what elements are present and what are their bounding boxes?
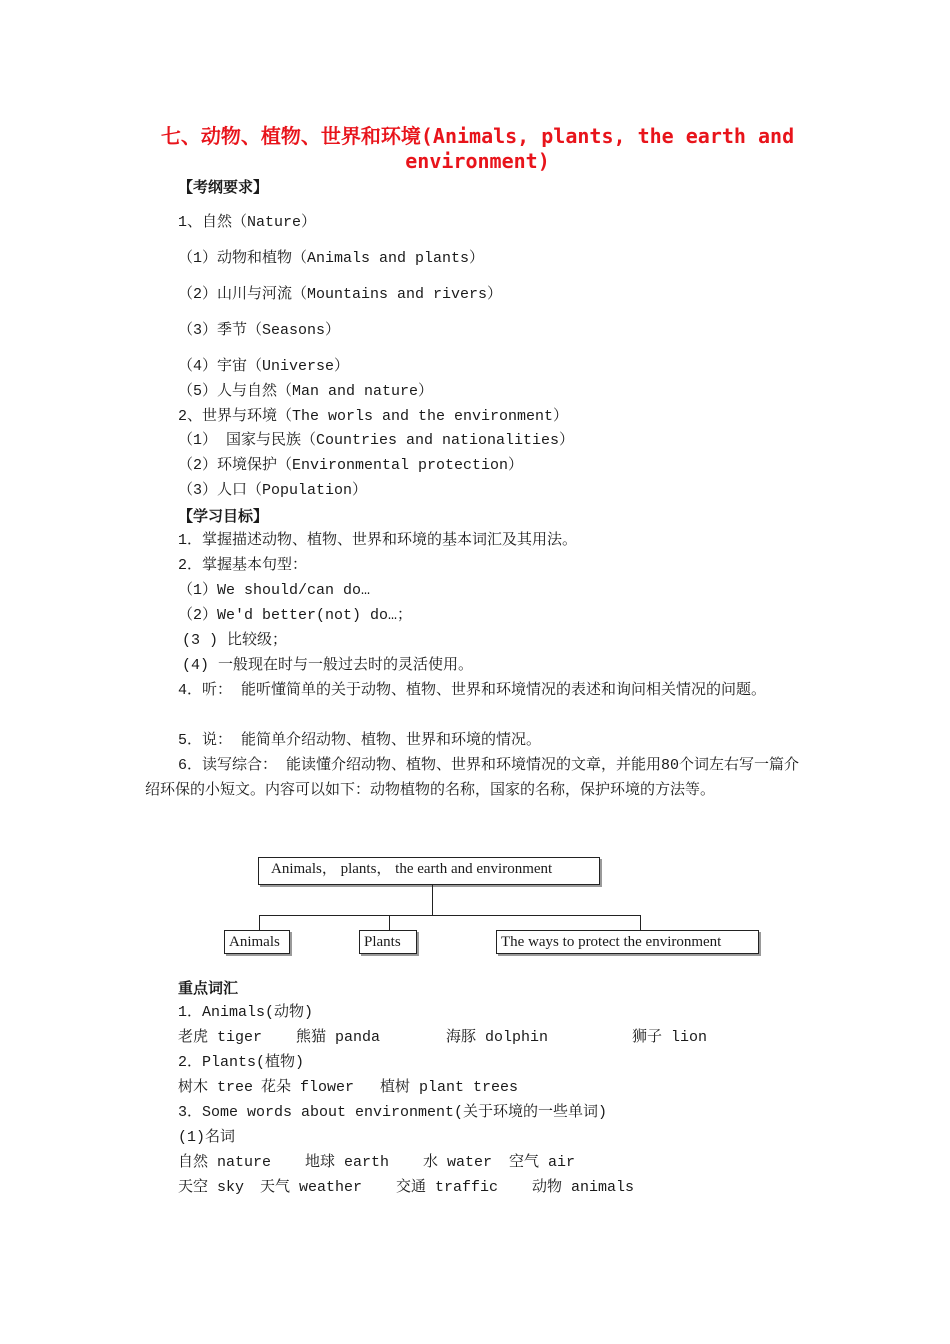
diagram-root-box: Animals， plants， the earth and environment — [258, 857, 600, 885]
goals-header: 【学习目标】 — [178, 507, 269, 525]
vocab-nouns-header: (1)名词 — [178, 1129, 236, 1146]
vocab-word: 动物 animals — [532, 1179, 635, 1196]
vocab-section-environment: 3．Some words about environment(关于环境的一些单词) — [178, 1104, 608, 1121]
goal-speaking: 5．说： 能简单介绍动物、植物、世界和环境的情况。 — [178, 732, 542, 749]
diagram-connector — [259, 915, 641, 916]
vocab-section-plants: 2．Plants(植物) — [178, 1054, 305, 1071]
goal-item: （1）We should/can do… — [178, 582, 371, 599]
requirement-item: 1、自然（Nature） — [178, 214, 317, 231]
vocab-row-animals — [178, 1028, 707, 1048]
diagram-child-animals: Animals — [224, 930, 290, 954]
diagram-connector — [389, 915, 390, 930]
vocab-word: 交通 traffic — [396, 1179, 499, 1196]
vocab-word: 水 water — [423, 1154, 493, 1171]
requirements-header: 【考纲要求】 — [178, 178, 269, 196]
vocab-word: 天空 sky — [178, 1179, 245, 1196]
vocab-header: 重点词汇 — [178, 979, 239, 997]
title-line-1: 七、动物、植物、世界和环境(Animals, plants, the earth and — [160, 124, 795, 148]
requirement-item: （4）宇宙（Universe） — [178, 358, 350, 375]
title-line-2: environment) — [405, 149, 550, 173]
goal-item: 2．掌握基本句型： — [178, 557, 308, 574]
vocab-word: 狮子 lion — [632, 1029, 708, 1046]
requirement-item: （3）季节（Seasons） — [178, 322, 341, 339]
diagram-connector — [640, 915, 641, 930]
diagram-child-protection: The ways to protect the environment — [496, 930, 759, 954]
diagram-connector — [259, 915, 260, 930]
vocab-row-nouns-1 — [178, 1153, 575, 1173]
requirement-item: （2）环境保护（Environmental protection） — [178, 457, 524, 474]
vocab-word: 天气 weather — [260, 1179, 363, 1196]
vocab-word: 海豚 dolphin — [446, 1029, 549, 1046]
goal-listening: 4．听： 能听懂简单的关于动物、植物、世界和环境情况的表述和询问相关情况的问题。 — [178, 682, 767, 699]
goal-item: (4) 一般现在时与一般过去时的灵活使用。 — [182, 657, 474, 674]
requirement-item: （1）动物和植物（Animals and plants） — [178, 250, 485, 267]
vocab-row-plants — [178, 1078, 518, 1098]
vocab-word: 植树 plant trees — [380, 1079, 519, 1096]
vocab-word: 花朵 flower — [261, 1079, 355, 1096]
requirement-item: （3）人口（Population） — [178, 482, 368, 499]
goal-item: 1．掌握描述动物、植物、世界和环境的基本词汇及其用法。 — [178, 532, 578, 549]
vocab-word: 自然 nature — [178, 1154, 272, 1171]
vocab-section-animals: 1．Animals(动物) — [178, 1004, 314, 1021]
vocab-word: 树木 tree — [178, 1079, 254, 1096]
vocab-word: 地球 earth — [305, 1154, 390, 1171]
requirement-item: （2）山川与河流（Mountains and rivers） — [178, 286, 503, 303]
diagram-child-plants: Plants — [359, 930, 417, 954]
vocab-word: 老虎 tiger — [178, 1029, 263, 1046]
goal-reading-writing: 6．读写综合： 能读懂介绍动物、植物、世界和环境情况的文章，并能用80个词左右写一篇介绍环保的小短文。内容可以如下：动物植物的名称，国家的名称，保护环境的方法等。 — [145, 757, 800, 799]
goal-item: (3 ) 比较级； — [182, 632, 288, 649]
requirement-item: （5）人与自然（Man and nature） — [178, 383, 434, 400]
goal-item: （2）We'd better(not) do…； — [178, 607, 413, 624]
vocab-word: 熊猫 panda — [296, 1029, 381, 1046]
requirement-item: 2、世界与环境（The worls and the environment） — [178, 408, 569, 425]
vocab-word: 空气 air — [509, 1154, 576, 1171]
page-title — [145, 124, 810, 174]
diagram-connector — [432, 885, 433, 916]
requirement-item: （1） 国家与民族（Countries and nationalities） — [178, 432, 575, 449]
vocab-row-nouns-2 — [178, 1178, 634, 1198]
